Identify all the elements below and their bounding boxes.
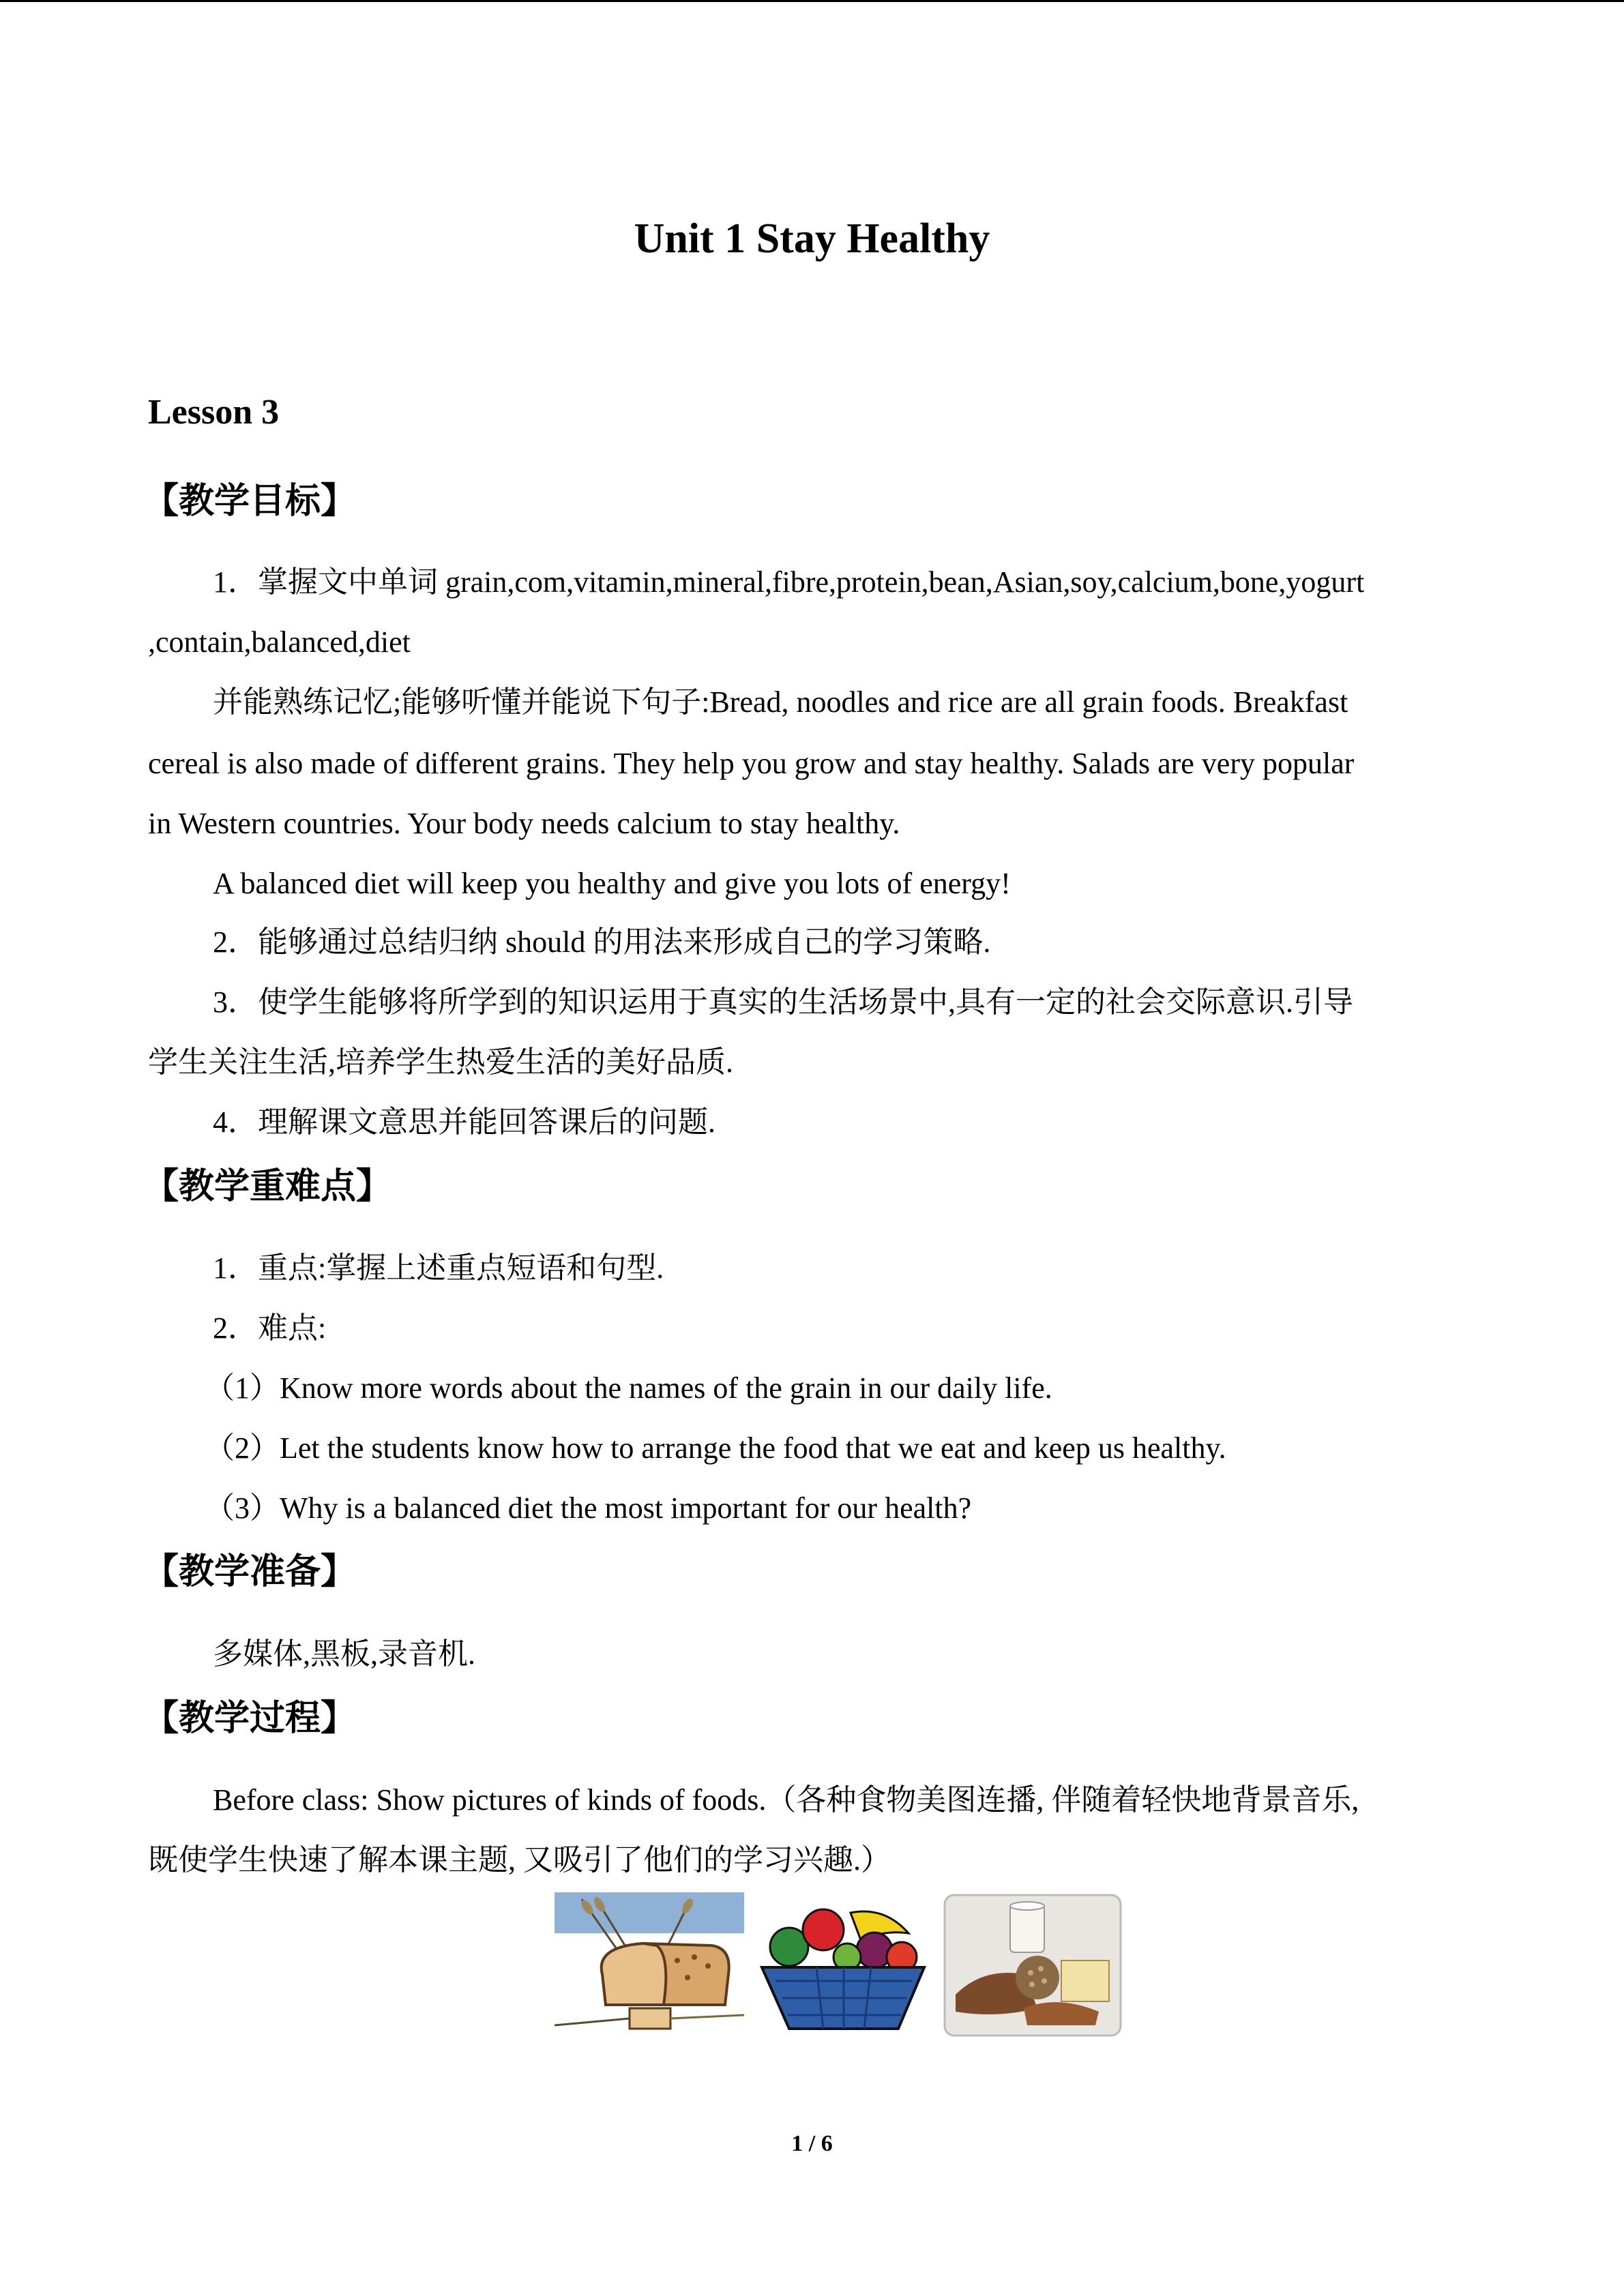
bread-grain-picture	[555, 1892, 744, 2041]
fruit-basket-picture	[748, 1892, 938, 2041]
objective-1-line-4: cereal is also made of different grains. They help you grow and stay healthy. Salads are very popular	[148, 747, 1355, 780]
objective-1-line-2: ,contain,balanced,diet	[148, 625, 411, 659]
objective-4: 4．理解课文意思并能回答课后的问题.	[213, 1105, 715, 1139]
food-pictures	[555, 1892, 1126, 2041]
page-number: 1 / 6	[791, 2131, 833, 2156]
objective-1-line-6: A balanced diet will keep you healthy and give you lots of energy!	[213, 867, 1011, 900]
process-line-1: Before class: Show pictures of kinds of foods.（各种食物美图连播, 伴随着轻快地背景音乐,	[213, 1783, 1359, 1817]
section-keypoints-heading: 【教学重难点】	[143, 1166, 392, 1207]
milk-soy-picture	[942, 1892, 1126, 2041]
objective-1-line-5: in Western countries. Your body needs calcium to stay healthy.	[148, 807, 900, 840]
section-preparation-heading: 【教学准备】	[143, 1551, 357, 1592]
keypoint-sub-2: （2）Let the students know how to arrange the food that we eat and keep us healthy.	[205, 1431, 1226, 1465]
objective-1-line-1: 1．掌握文中单词 grain,com,vitamin,mineral,fibre,protein,bean,Asian,soy,calcium,bone,yogurt	[213, 565, 1365, 599]
section-objectives-heading: 【教学目标】	[143, 481, 357, 522]
lesson-heading: Lesson 3	[148, 393, 280, 432]
section-process-heading: 【教学过程】	[143, 1698, 357, 1739]
page-top-border	[0, 0, 1624, 2]
keypoint-sub-1: （1）Know more words about the names of the grain in our daily life.	[205, 1371, 1052, 1405]
objective-2: 2．能够通过总结归纳 should 的用法来形成自己的学习策略.	[213, 925, 991, 959]
keypoint-sub-3: （3）Why is a balanced diet the most important for our health?	[205, 1491, 972, 1525]
keypoint-1: 1．重点:掌握上述重点短语和句型.	[213, 1251, 664, 1285]
process-line-2: 既使学生快速了解本课主题, 又吸引了他们的学习兴趣.）	[148, 1843, 891, 1877]
keypoint-2: 2．难点:	[213, 1311, 327, 1345]
objective-3-line-2: 学生关注生活,培养学生热爱生活的美好品质.	[148, 1045, 733, 1079]
preparation-text: 多媒体,黑板,录音机.	[213, 1637, 475, 1671]
document-title: Unit 1 Stay Healthy	[634, 215, 990, 262]
objective-3-line-1: 3．使学生能够将所学到的知识运用于真实的生活场景中,具有一定的社会交际意识.引导	[213, 985, 1353, 1019]
objective-1-line-3: 并能熟练记忆;能够听懂并能说下句子:Bread, noodles and rice are all grain foods. Breakfast	[213, 685, 1348, 719]
